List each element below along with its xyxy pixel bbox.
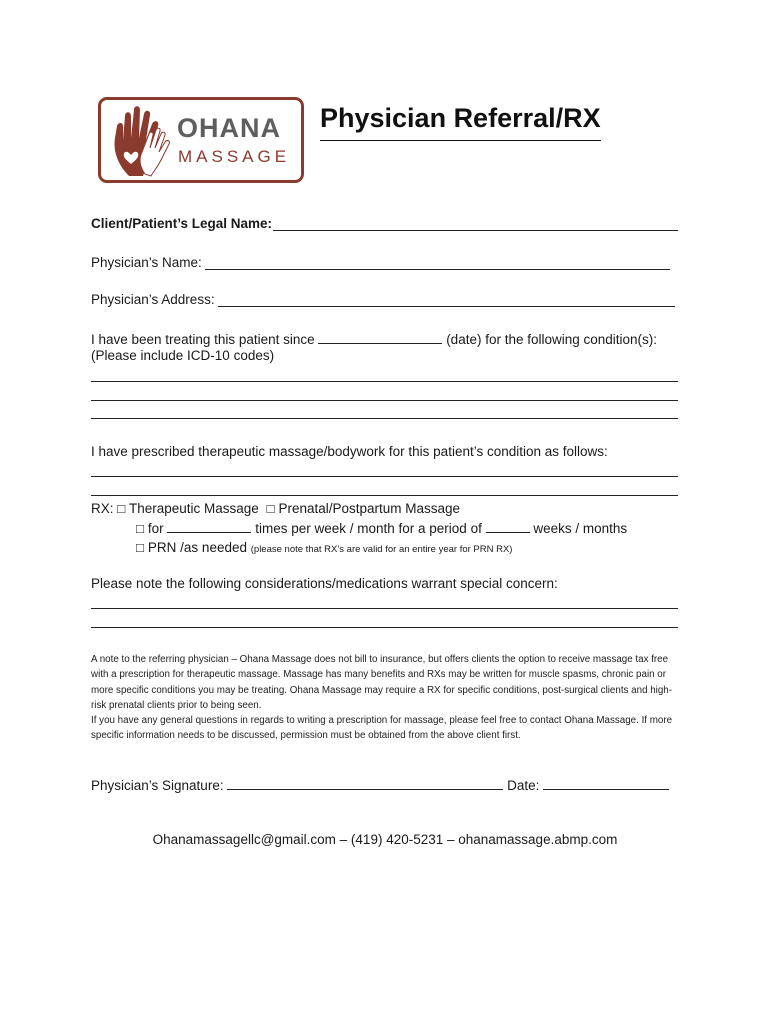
client-name-field[interactable] bbox=[273, 230, 678, 231]
period-field[interactable] bbox=[486, 520, 530, 533]
prenatal-option: Prenatal/Postpartum Massage bbox=[278, 501, 461, 516]
therapeutic-option: Therapeutic Massage bbox=[128, 501, 259, 516]
treating-since-line bbox=[91, 331, 657, 347]
times-label: times per week / month for a period of bbox=[255, 521, 482, 536]
prescribed-line-2[interactable] bbox=[91, 495, 678, 496]
date-label: Date: bbox=[507, 778, 540, 793]
physician-name-label: Physician’s Name: bbox=[91, 255, 202, 270]
icd-note: (Please include ICD-10 codes) bbox=[91, 348, 275, 363]
treating-prefix: I have been treating this patient since bbox=[91, 332, 315, 347]
prescribed-line-1[interactable] bbox=[91, 476, 678, 477]
weeks-label: weeks / months bbox=[533, 521, 628, 536]
times-field[interactable] bbox=[167, 520, 251, 533]
frequency-row bbox=[136, 520, 627, 536]
physician-name-field[interactable] bbox=[205, 269, 670, 270]
prn-note: (please note that RX’s are valid for an entire year for PRN RX) bbox=[250, 544, 513, 555]
prn-row bbox=[136, 541, 512, 555]
prn-label: PRN /as needed bbox=[147, 540, 247, 555]
treating-date-field[interactable] bbox=[318, 331, 442, 344]
condition-line-2[interactable] bbox=[91, 400, 678, 401]
page-title: Physician Referral/RX bbox=[320, 102, 601, 141]
ohana-massage-logo bbox=[98, 97, 304, 183]
condition-line-3[interactable] bbox=[91, 418, 678, 419]
rx-label: RX: bbox=[91, 501, 114, 516]
therapeutic-checkbox[interactable]: □ bbox=[117, 501, 126, 516]
frequency-checkbox[interactable]: □ bbox=[136, 521, 145, 536]
physician-address-label: Physician’s Address: bbox=[91, 292, 215, 307]
signature-row bbox=[91, 777, 669, 793]
signature-label: Physician’s Signature: bbox=[91, 778, 224, 793]
logo-sub-text: MASSAGE bbox=[178, 147, 291, 166]
considerations-label: Please note the following considerations/medications warrant special concern: bbox=[91, 576, 558, 591]
prenatal-checkbox[interactable]: □ bbox=[266, 501, 275, 516]
physician-note bbox=[91, 652, 681, 744]
logo-brand-text: OHANA bbox=[177, 113, 281, 143]
considerations-line-1[interactable] bbox=[91, 608, 678, 609]
physician-address-field[interactable] bbox=[218, 306, 675, 307]
contact-footer: Ohanamassagellc@gmail.com – (419) 420-5231 – ohanamassage.abmp.com bbox=[152, 832, 618, 847]
condition-line-1[interactable] bbox=[91, 381, 678, 382]
note-paragraph-2: If you have any general questions in regards to writing a prescription for massage, please feel free to contact Ohana Massage. If more specific information needs to be discussed, permission must be obtained from the above client first. bbox=[91, 715, 673, 742]
signature-field[interactable] bbox=[227, 777, 503, 790]
for-label: for bbox=[147, 521, 164, 536]
rx-row bbox=[91, 502, 460, 516]
note-paragraph-1: A note to the referring physician – Ohana Massage does not bill to insurance, but offers clients the option to receive massage tax free with a prescription for therapeutic massage. Massage has many benefits and RXs may be written for muscle spasms, chronic pain or more specific conditions you may be treating. Ohana Massage may require a RX for specific conditions, post-surgical clients and high-risk prenatal clients prior to being seen. bbox=[91, 654, 673, 711]
treating-suffix: (date) for the following condition(s): bbox=[446, 332, 658, 347]
client-name-label: Client/Patient’s Legal Name: bbox=[91, 216, 273, 231]
prescribed-label: I have prescribed therapeutic massage/bodywork for this patient’s condition as follows: bbox=[91, 444, 608, 459]
prn-checkbox[interactable]: □ bbox=[136, 540, 145, 555]
signature-date-field[interactable] bbox=[543, 777, 669, 790]
considerations-line-2[interactable] bbox=[91, 627, 678, 628]
hands-heart-icon bbox=[109, 104, 175, 180]
